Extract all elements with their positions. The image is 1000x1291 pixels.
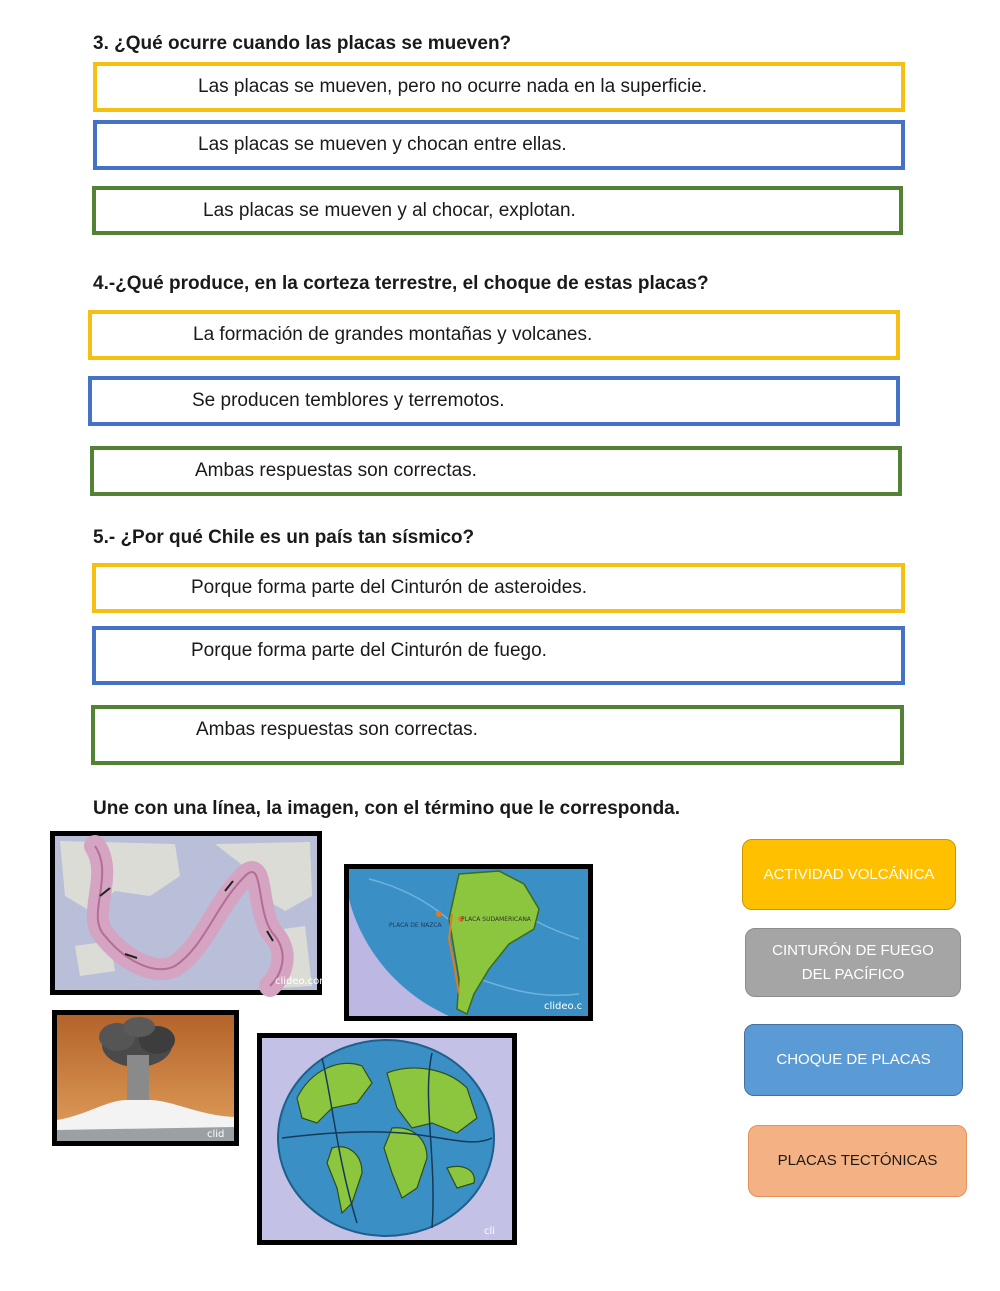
q5-option-3[interactable]: [91, 705, 904, 765]
q5-option-1-label: Porque forma parte del Cinturón de asteroides.: [191, 577, 588, 598]
pacific-ring-watermark: clideo.com: [275, 976, 330, 987]
q3-option-1[interactable]: [93, 62, 905, 112]
q5-option-3-label: Ambas respuestas son correctas.: [196, 718, 478, 740]
term-actividad-volcanica[interactable]: [742, 839, 956, 910]
south-america-watermark: clideo.c: [544, 1001, 583, 1012]
term-choque-de-placas-label: CHOQUE DE PLACAS: [776, 1051, 931, 1068]
question-5-title: 5.- ¿Por qué Chile es un país tan sísmico?: [93, 527, 475, 548]
south-america-image[interactable]: [344, 864, 593, 1021]
q3-option-2[interactable]: [93, 120, 905, 170]
pacific-ring-image[interactable]: [50, 831, 330, 995]
globe-image[interactable]: [257, 1033, 517, 1245]
q4-option-1[interactable]: [88, 310, 900, 360]
term-cinturon-de-fuego-label: CINTURÓN DE FUEGO DEL PACÍFICO: [772, 941, 934, 983]
q3-option-3[interactable]: [92, 186, 903, 235]
q4-option-2-label: Se producen temblores y terremotos.: [192, 390, 505, 411]
question-3-title: 3. ¿Qué ocurre cuando las placas se mueven?: [93, 33, 512, 54]
q4-option-3[interactable]: [90, 446, 902, 496]
q3-option-3-label: Las placas se mueven y al chocar, explotan.: [203, 199, 576, 221]
q5-option-2[interactable]: [92, 626, 905, 685]
matching-instruction: Une con una línea, la imagen, con el término que le corresponda.: [93, 798, 681, 819]
volcano-image[interactable]: [52, 1010, 239, 1146]
plate-label-nazca: PLACA DE NAZCA: [389, 922, 442, 929]
term-choque-de-placas[interactable]: [744, 1024, 963, 1096]
term-placas-tectonicas-label: PLACAS TECTÓNICAS: [777, 1152, 938, 1169]
q3-option-1-label: Las placas se mueven, pero no ocurre nada en la superficie.: [198, 76, 708, 97]
volcano-watermark: clid: [207, 1129, 225, 1140]
q4-option-3-label: Ambas respuestas son correctas.: [195, 460, 477, 481]
q4-option-2[interactable]: [88, 376, 900, 426]
term-placas-tectonicas[interactable]: [748, 1125, 967, 1197]
q4-option-1-label: La formación de grandes montañas y volcanes.: [193, 324, 593, 345]
q5-option-1[interactable]: [92, 563, 905, 613]
plate-label-south-american: PLACA SUDAMERICANA: [461, 916, 531, 923]
q5-option-2-label: Porque forma parte del Cinturón de fuego.: [191, 640, 547, 662]
q3-option-2-label: Las placas se mueven y chocan entre ellas.: [198, 134, 567, 155]
term-cinturon-de-fuego[interactable]: [745, 928, 961, 997]
question-4-title: 4.-¿Qué produce, en la corteza terrestre, el choque de estas placas?: [93, 273, 709, 294]
globe-watermark: cli: [484, 1226, 496, 1237]
term-actividad-volcanica-label: ACTIVIDAD VOLCÁNICA: [763, 865, 935, 883]
